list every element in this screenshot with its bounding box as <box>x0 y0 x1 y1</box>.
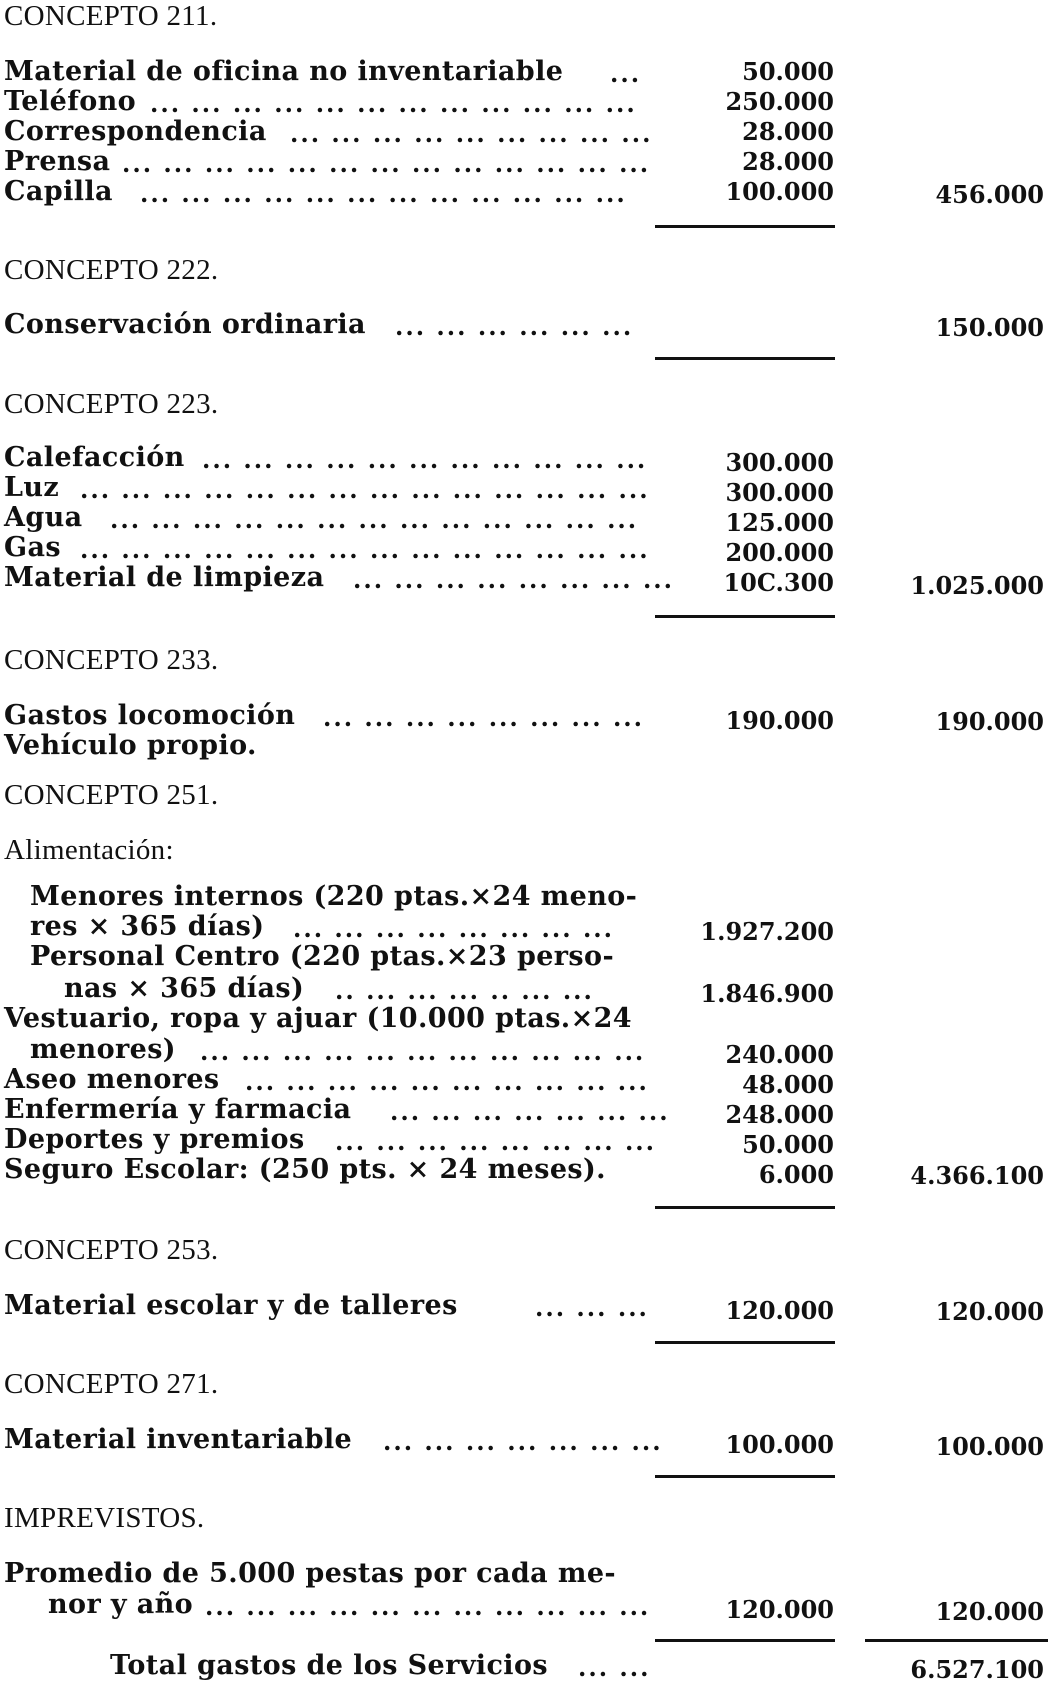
section-total: 120.000 <box>935 1297 1044 1326</box>
subtotal-rule <box>655 1639 835 1642</box>
item-label: Calefacción <box>4 442 185 473</box>
item-label: menores) <box>30 1034 176 1065</box>
item-amount: 248.000 <box>725 1100 834 1129</box>
item-label: res × 365 días) <box>30 911 265 942</box>
section-heading-251: CONCEPTO 251. <box>4 779 219 811</box>
grand-total-rule <box>865 1639 1048 1642</box>
item-amount: 50.000 <box>742 1130 834 1159</box>
item-leader: ... ... ... ... ... ... ... <box>383 1427 663 1456</box>
section-heading-223: CONCEPTO 223. <box>4 388 219 420</box>
item-label: Agua <box>4 502 83 533</box>
subtotal-rule <box>655 615 835 618</box>
item-leader: ... ... ... ... ... ... ... ... <box>293 914 615 943</box>
item-label: Gas <box>4 532 61 563</box>
item-label: Material de oficina no inventariable <box>4 56 564 87</box>
item-label: Material inventariable <box>4 1424 353 1455</box>
section-total: 120.000 <box>935 1597 1044 1626</box>
subtotal-rule <box>655 357 835 360</box>
item-label: Gastos locomoción <box>4 700 296 731</box>
item-amount: 240.000 <box>725 1040 834 1069</box>
item-amount: 28.000 <box>742 147 834 176</box>
section-heading-211: CONCEPTO 211. <box>4 0 218 32</box>
item-amount: 100.000 <box>725 1430 834 1459</box>
item-label: Personal Centro (220 ptas.×23 perso- <box>30 941 615 972</box>
section-heading-222: CONCEPTO 222. <box>4 254 219 286</box>
item-label: Aseo menores <box>4 1064 220 1095</box>
grand-total-label: Total gastos de los Servicios <box>110 1650 548 1681</box>
section-total: 190.000 <box>935 707 1044 736</box>
item-amount: 50.000 <box>742 57 834 86</box>
item-leader: ... ... ... ... ... ... ... ... <box>323 703 645 732</box>
item-note: Vehículo propio. <box>4 730 257 761</box>
subtotal-rule <box>655 1341 835 1344</box>
section-heading-253: CONCEPTO 253. <box>4 1234 219 1266</box>
item-label: Luz <box>4 472 60 503</box>
item-label: Vestuario, ropa y ajuar (10.000 ptas.×24 <box>4 1003 632 1034</box>
grand-total-leader: ... ... <box>578 1653 651 1682</box>
item-label: Menores internos (220 ptas.×24 meno- <box>30 881 638 912</box>
grand-total-amount: 6.527.100 <box>910 1655 1044 1684</box>
subtotal-rule <box>655 1206 835 1209</box>
item-label: Material de limpieza <box>4 562 325 593</box>
item-leader: ... ... ... ... ... ... ... <box>390 1097 670 1126</box>
item-amount: 125.000 <box>725 508 834 537</box>
item-amount: 300.000 <box>725 478 834 507</box>
item-leader: ... ... ... <box>535 1293 649 1322</box>
item-leader: ... ... ... ... ... ... ... ... <box>353 565 675 594</box>
item-leader: ... ... ... ... ... ... ... ... ... ... ... ... ... <box>110 505 639 534</box>
item-label: Prensa <box>4 146 111 177</box>
item-amount: 48.000 <box>742 1070 834 1099</box>
item-amount: 120.000 <box>725 1595 834 1624</box>
item-leader: ... ... ... ... ... ... ... ... ... <box>290 119 653 148</box>
item-leader: ... ... ... ... ... ... ... ... ... ... ... ... <box>140 179 627 208</box>
subtotal-rule <box>655 1475 835 1478</box>
item-label: Capilla <box>4 176 113 207</box>
section-total: 456.000 <box>935 180 1044 209</box>
item-label: Deportes y premios <box>4 1124 305 1155</box>
item-leader: ... ... ... ... ... ... ... ... ... ... <box>245 1067 649 1096</box>
item-amount: 200.000 <box>725 538 834 567</box>
item-amount: 1.846.900 <box>700 979 834 1008</box>
subtotal-rule <box>655 225 835 228</box>
item-amount: 120.000 <box>725 1296 834 1325</box>
item-leader: ... ... ... ... ... ... ... ... ... ... ... ... ... ... <box>80 535 650 564</box>
item-amount: 28.000 <box>742 117 834 146</box>
item-label: Correspondencia <box>4 116 267 147</box>
item-amount: 190.000 <box>725 706 834 735</box>
item-label: Teléfono <box>4 86 137 117</box>
item-label: nas × 365 días) <box>64 973 305 1004</box>
section-heading-233: CONCEPTO 233. <box>4 644 219 676</box>
item-leader: ... ... ... ... ... ... ... ... ... ... ... <box>200 1037 646 1066</box>
item-leader: ... ... ... ... ... ... ... ... ... ... ... ... ... <box>122 149 651 178</box>
item-leader: ... ... ... ... ... ... ... ... ... ... ... <box>205 1592 651 1621</box>
item-amount: 250.000 <box>725 87 834 116</box>
section-total: 4.366.100 <box>910 1161 1044 1190</box>
item-leader: ... ... ... ... ... ... ... ... ... ... ... ... <box>150 89 637 118</box>
item-amount: 6.000 <box>758 1160 834 1189</box>
item-leader: ... ... ... ... ... ... <box>395 312 634 341</box>
item-label: Material escolar y de talleres <box>4 1290 458 1321</box>
item-label: Promedio de 5.000 pestas por cada me- <box>4 1558 617 1589</box>
item-leader: ... ... ... ... ... ... ... ... <box>335 1127 657 1156</box>
item-leader: ... ... ... ... ... ... ... ... ... ... ... ... ... ... <box>80 475 650 504</box>
item-label: Enfermería y farmacia <box>4 1094 352 1125</box>
section-total: 1.025.000 <box>910 571 1044 600</box>
item-label: nor y año <box>48 1589 194 1620</box>
item-amount: 1.927.200 <box>700 917 834 946</box>
item-label: Conservación ordinaria <box>4 309 366 340</box>
item-leader: ... ... ... ... ... ... ... ... ... ... ... <box>202 445 648 474</box>
section-total: 150.000 <box>935 313 1044 342</box>
section-total: 100.000 <box>935 1432 1044 1461</box>
item-amount: 300.000 <box>725 448 834 477</box>
item-label: Seguro Escolar: (250 pts. × 24 meses). <box>4 1154 606 1185</box>
item-leader: ... <box>610 59 642 88</box>
section-heading-imprevistos: IMPREVISTOS. <box>4 1502 205 1534</box>
item-amount: 100.000 <box>725 177 834 206</box>
item-amount: 10C.300 <box>723 568 834 597</box>
sublabel-alimentacion: Alimentación: <box>4 834 174 866</box>
section-heading-271: CONCEPTO 271. <box>4 1368 219 1400</box>
item-leader: .. ... ... ... .. ... ... <box>335 976 594 1005</box>
